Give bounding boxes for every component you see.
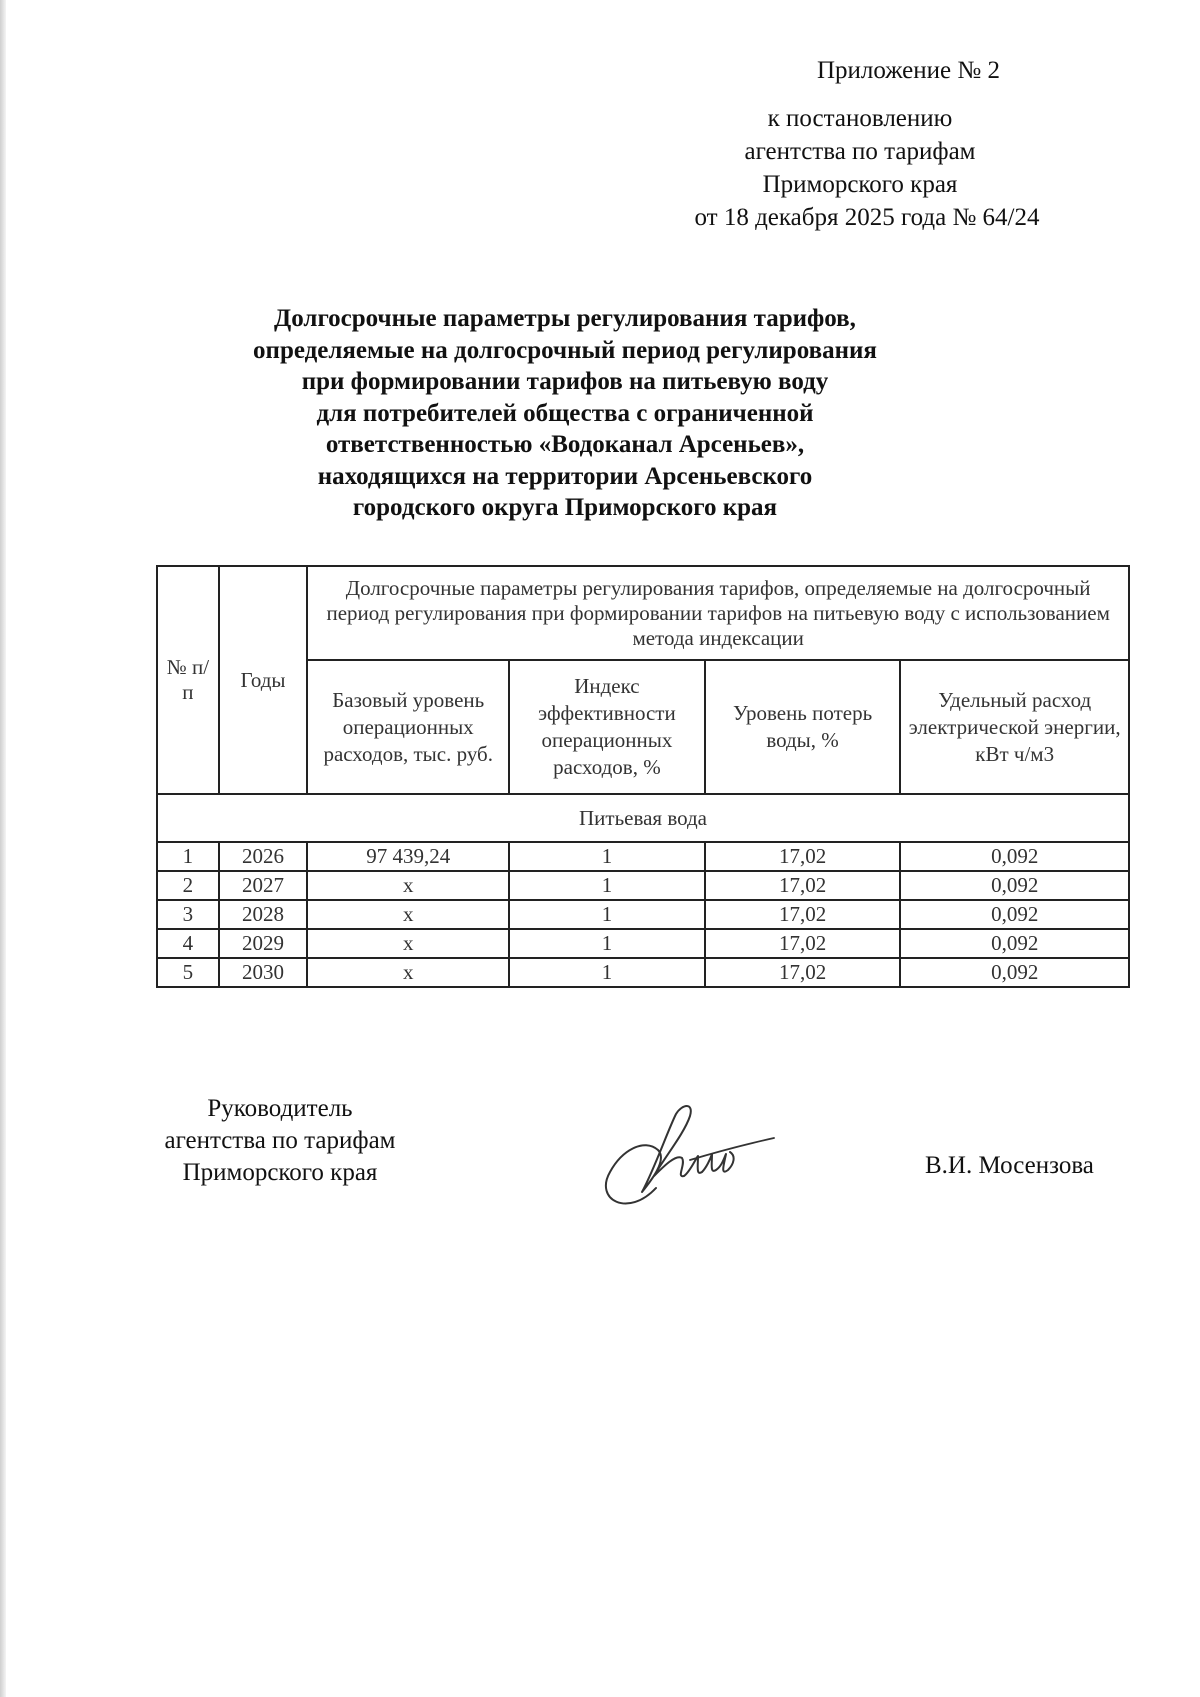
cell-base: x (307, 871, 509, 900)
cell-loss: 17,02 (705, 900, 901, 929)
cell-index: 1 (509, 958, 705, 987)
signer-position-line: Приморского края (182, 1159, 378, 1186)
table-row (157, 900, 1129, 929)
signer-position-line: агентства по тарифам (164, 1127, 396, 1154)
cell-year: 2027 (219, 871, 308, 900)
appendix-reference (680, 102, 1040, 234)
cell-num: 3 (157, 900, 219, 929)
cell-energy: 0,092 (900, 929, 1129, 958)
cell-base: x (307, 929, 509, 958)
cell-loss: 17,02 (705, 929, 901, 958)
cell-num: 4 (157, 929, 219, 958)
table-row (157, 871, 1129, 900)
cell-base: x (307, 900, 509, 929)
appendix-date-line: от 18 декабря 2025 года № 64/24 (694, 204, 1040, 231)
handwritten-signature (598, 1100, 778, 1210)
title-line: находящихся на территории Арсеньевского (317, 462, 813, 490)
section-row (157, 794, 1129, 842)
title-line: Долгосрочные параметры регулирования тарифов, (274, 305, 856, 332)
title-line: определяемые на долгосрочный период регулирования (253, 336, 877, 364)
cell-loss: 17,02 (705, 871, 901, 900)
header-water-loss: Уровень потерь воды, % (705, 660, 901, 794)
appendix-line: к постановлению (767, 105, 953, 132)
header-base-opex: Базовый уровень операционных расходов, тыс. руб. (307, 660, 509, 794)
cell-year: 2028 (219, 900, 308, 929)
cell-base: x (307, 958, 509, 987)
table-row (157, 958, 1129, 987)
cell-num: 5 (157, 958, 219, 987)
cell-num: 2 (157, 871, 219, 900)
title-line: ответственностью «Водоканал Арсеньев», (325, 431, 805, 458)
cell-energy: 0,092 (900, 842, 1129, 871)
signer-position (150, 1093, 410, 1189)
signer-position-line: Руководитель (207, 1095, 353, 1122)
cell-energy: 0,092 (900, 958, 1129, 987)
cell-energy: 0,092 (900, 900, 1129, 929)
parameters-table (156, 565, 1130, 988)
cell-year: 2029 (219, 929, 308, 958)
cell-index: 1 (509, 900, 705, 929)
header-efficiency-index: Индекс эффективности операционных расходов, % (509, 660, 705, 794)
page-edge (0, 0, 6, 1697)
appendix-line: агентства по тарифам (744, 138, 976, 165)
section-label: Питьевая вода (157, 794, 1129, 842)
cell-index: 1 (509, 871, 705, 900)
table-row (157, 842, 1129, 871)
appendix-block (680, 56, 1040, 234)
cell-year: 2026 (219, 842, 308, 871)
header-energy-consumption: Удельный расход электрической энергии, кВт ч/м3 (900, 660, 1129, 794)
appendix-line: Приморского края (762, 171, 958, 198)
cell-num: 1 (157, 842, 219, 871)
header-num: № п/п (157, 566, 219, 794)
title-line: для потребителей общества с ограниченной (316, 399, 814, 427)
cell-loss: 17,02 (705, 958, 901, 987)
cell-base: 97 439,24 (307, 842, 509, 871)
appendix-number: Приложение № 2 (816, 57, 1000, 84)
document-title (0, 303, 1200, 524)
cell-index: 1 (509, 842, 705, 871)
table-header-row (157, 566, 1129, 660)
title-line: городского округа Приморского края (352, 494, 778, 521)
table-row (157, 929, 1129, 958)
cell-year: 2030 (219, 958, 308, 987)
signer-name: В.И. Мосензова (925, 1152, 1094, 1179)
cell-loss: 17,02 (705, 842, 901, 871)
header-group: Долгосрочные параметры регулирования тарифов, определяемые на долгосрочный период регулирования при формировании тарифов на питьевую воду с использованием метода индексации (307, 566, 1129, 660)
title-line: при формировании тарифов на питьевую воду (301, 368, 829, 395)
cell-index: 1 (509, 929, 705, 958)
cell-energy: 0,092 (900, 871, 1129, 900)
header-year: Годы (219, 566, 308, 794)
